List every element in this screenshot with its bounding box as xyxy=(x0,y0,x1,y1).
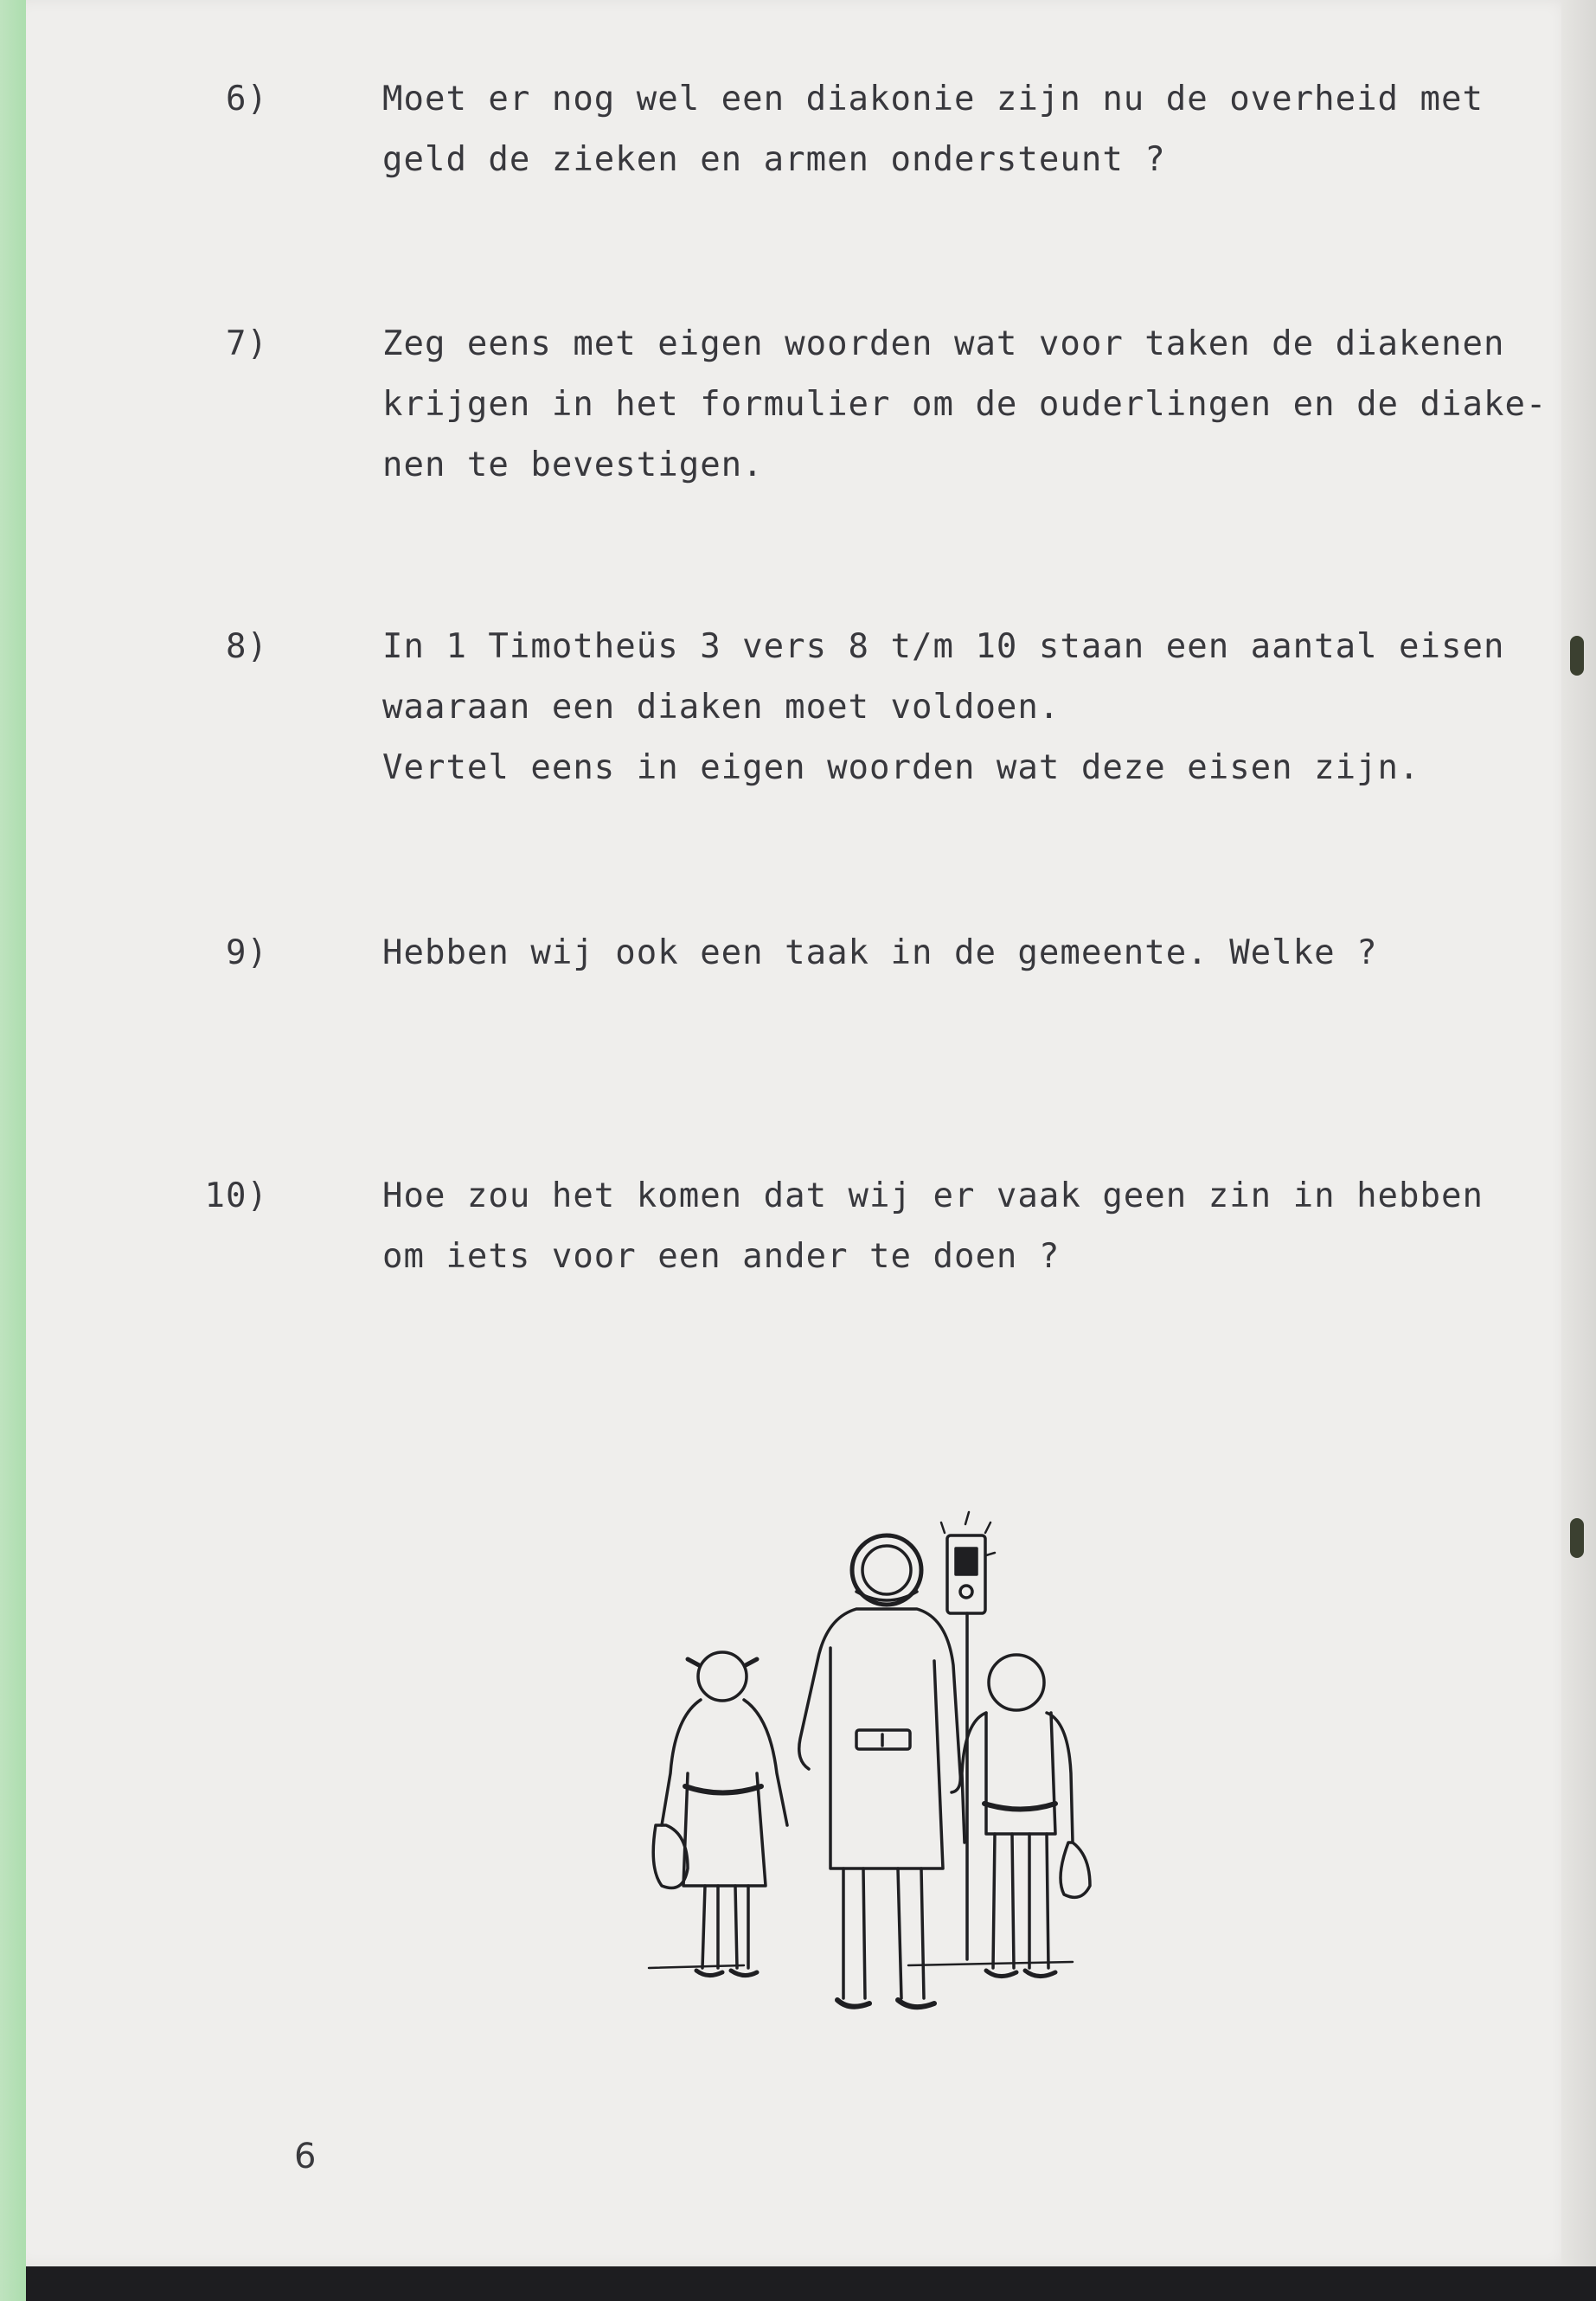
question-number: 7) xyxy=(226,324,268,363)
question-line: nen te bevestigen. xyxy=(382,445,764,484)
question-line: Zeg eens met eigen woorden wat voor taken de diakenen xyxy=(382,324,1505,363)
page-number: 6 xyxy=(294,2137,317,2176)
question-line: In 1 Timotheüs 3 vers 8 t/m 10 staan een aantal eisen xyxy=(382,627,1505,666)
page-right-shadow xyxy=(1561,0,1596,2301)
question-7 xyxy=(226,314,1548,496)
question-line: Hoe zou het komen dat wij er vaak geen zin in hebben xyxy=(382,1176,1484,1215)
family-at-crosswalk-icon xyxy=(623,1488,1107,2024)
question-number: 9) xyxy=(226,933,268,972)
question-number: 10) xyxy=(204,1176,268,1215)
binder-bottom-edge xyxy=(26,2266,1596,2301)
binder-tab xyxy=(1570,636,1584,676)
question-line: Moet er nog wel een diakonie zijn nu de overheid met xyxy=(382,80,1484,119)
question-line: Hebben wij ook een taak in de gemeente. Welke ? xyxy=(382,933,1378,972)
question-9 xyxy=(226,923,1514,984)
question-line: krijgen in het formulier om de ouderlingen en de diake- xyxy=(382,385,1548,424)
question-line: waaraan een diaken moet voldoen. xyxy=(382,688,1061,727)
binder-tab xyxy=(1570,1518,1584,1558)
question-line: om iets voor een ander te doen ? xyxy=(382,1237,1061,1276)
question-line: Vertel eens in eigen woorden wat deze eisen zijn. xyxy=(382,748,1420,787)
question-8 xyxy=(226,617,1514,798)
question-6 xyxy=(226,69,1514,190)
question-line: geld de zieken en armen ondersteunt ? xyxy=(382,140,1166,179)
question-number: 6) xyxy=(226,80,268,119)
question-10 xyxy=(204,1166,1514,1287)
question-number: 8) xyxy=(226,627,268,666)
